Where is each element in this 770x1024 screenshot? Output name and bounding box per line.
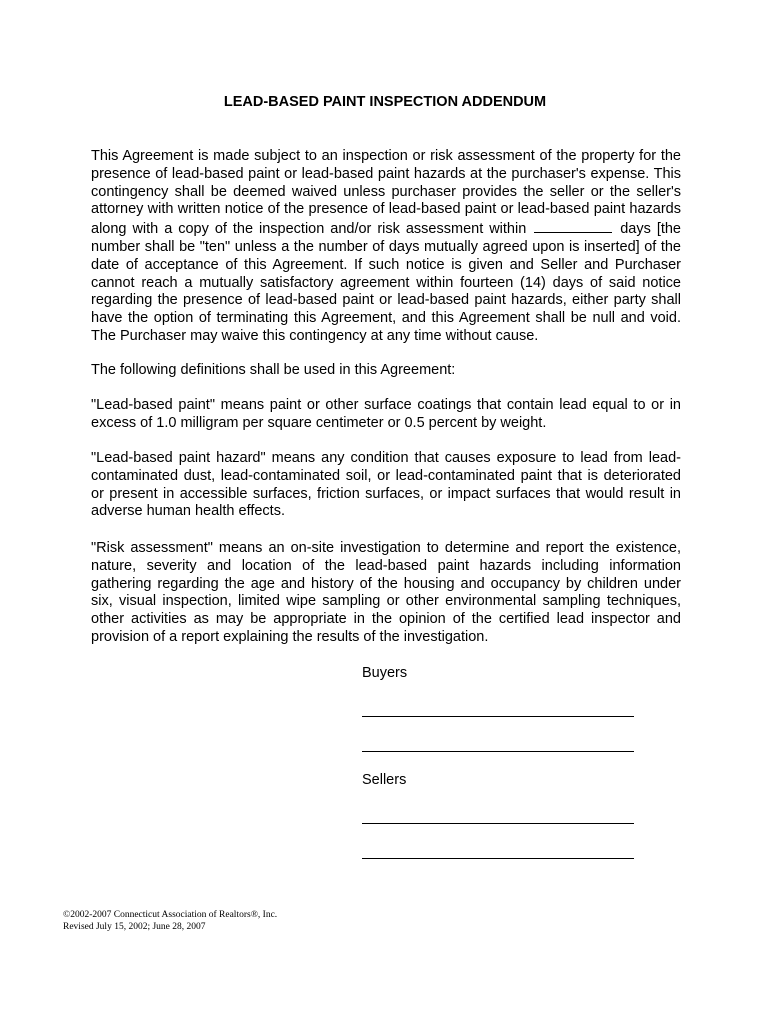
contingency-paragraph — [91, 148, 681, 346]
contingency-text-part1: This Agreement is made subject to an inspection or risk assessment of the property for the presence of lead-based paint or lead-based paint hazards at the purchaser's expense. This contingency shall be deemed waived unless purchaser provides the seller or the seller's attorney with written notice of the presence of lead-based paint or lead-based paint hazards along with a copy of the inspection and/or risk assessment within — [91, 148, 681, 238]
days-blank-field[interactable] — [534, 219, 612, 233]
definition-lead-based-paint: "Lead-based paint" means paint or other surface coatings that contain lead equal to or in excess of 1.0 milligram per square centimeter or 0.5 percent by weight. — [91, 397, 681, 431]
definitions-intro: The following definitions shall be used in this Agreement: — [91, 362, 456, 378]
seller-signature-line-1[interactable] — [362, 823, 634, 824]
footer-copyright: ©2002-2007 Connecticut Association of Realtors®, Inc. — [63, 910, 278, 920]
buyer-signature-line-2[interactable] — [362, 751, 634, 752]
footer-revised: Revised July 15, 2002; June 28, 2007 — [63, 922, 206, 932]
buyer-signature-line-1[interactable] — [362, 716, 634, 717]
sellers-label: Sellers — [362, 772, 407, 788]
seller-signature-line-2[interactable] — [362, 858, 634, 859]
document-title: LEAD-BASED PAINT INSPECTION ADDENDUM — [223, 94, 547, 110]
buyers-label: Buyers — [362, 665, 408, 681]
definition-lead-based-paint-hazard: "Lead-based paint hazard" means any condition that causes exposure to lead from lead-contaminated dust, lead-contaminated soil, or lead-contaminated paint that is deteriorated or present in accessible surfaces, friction surfaces, or impact surfaces that would result in adverse human health effects. — [91, 450, 681, 520]
footer — [63, 909, 277, 933]
definition-risk-assessment: "Risk assessment" means an on-site investigation to determine and report the existence, nature, severity and location of the lead-based paint hazards including information gathering regarding the age and history of the housing and occupancy by children under six, visual inspection, limited wipe sampling or other environmental sampling techniques, other activities as may be appropriate in the opinion of the certified lead inspector and provision of a report explaining the results of the investigation. — [91, 540, 681, 645]
contingency-text-part2: days [the number shall be "ten" unless a the number of days mutually agreed upon is inserted] of the date of acceptance of this Agreement. If such notice is given and Seller and Purchaser cannot reach a mutually satisfactory agreement within fourteen (14) days of said notice regarding the presence of lead-based paint or lead-based paint hazards, either party shall have the option of terminating this Agreement, and this Agreement shall be null and void. The Purchaser may waive this contingency at any time without cause. — [91, 221, 682, 344]
